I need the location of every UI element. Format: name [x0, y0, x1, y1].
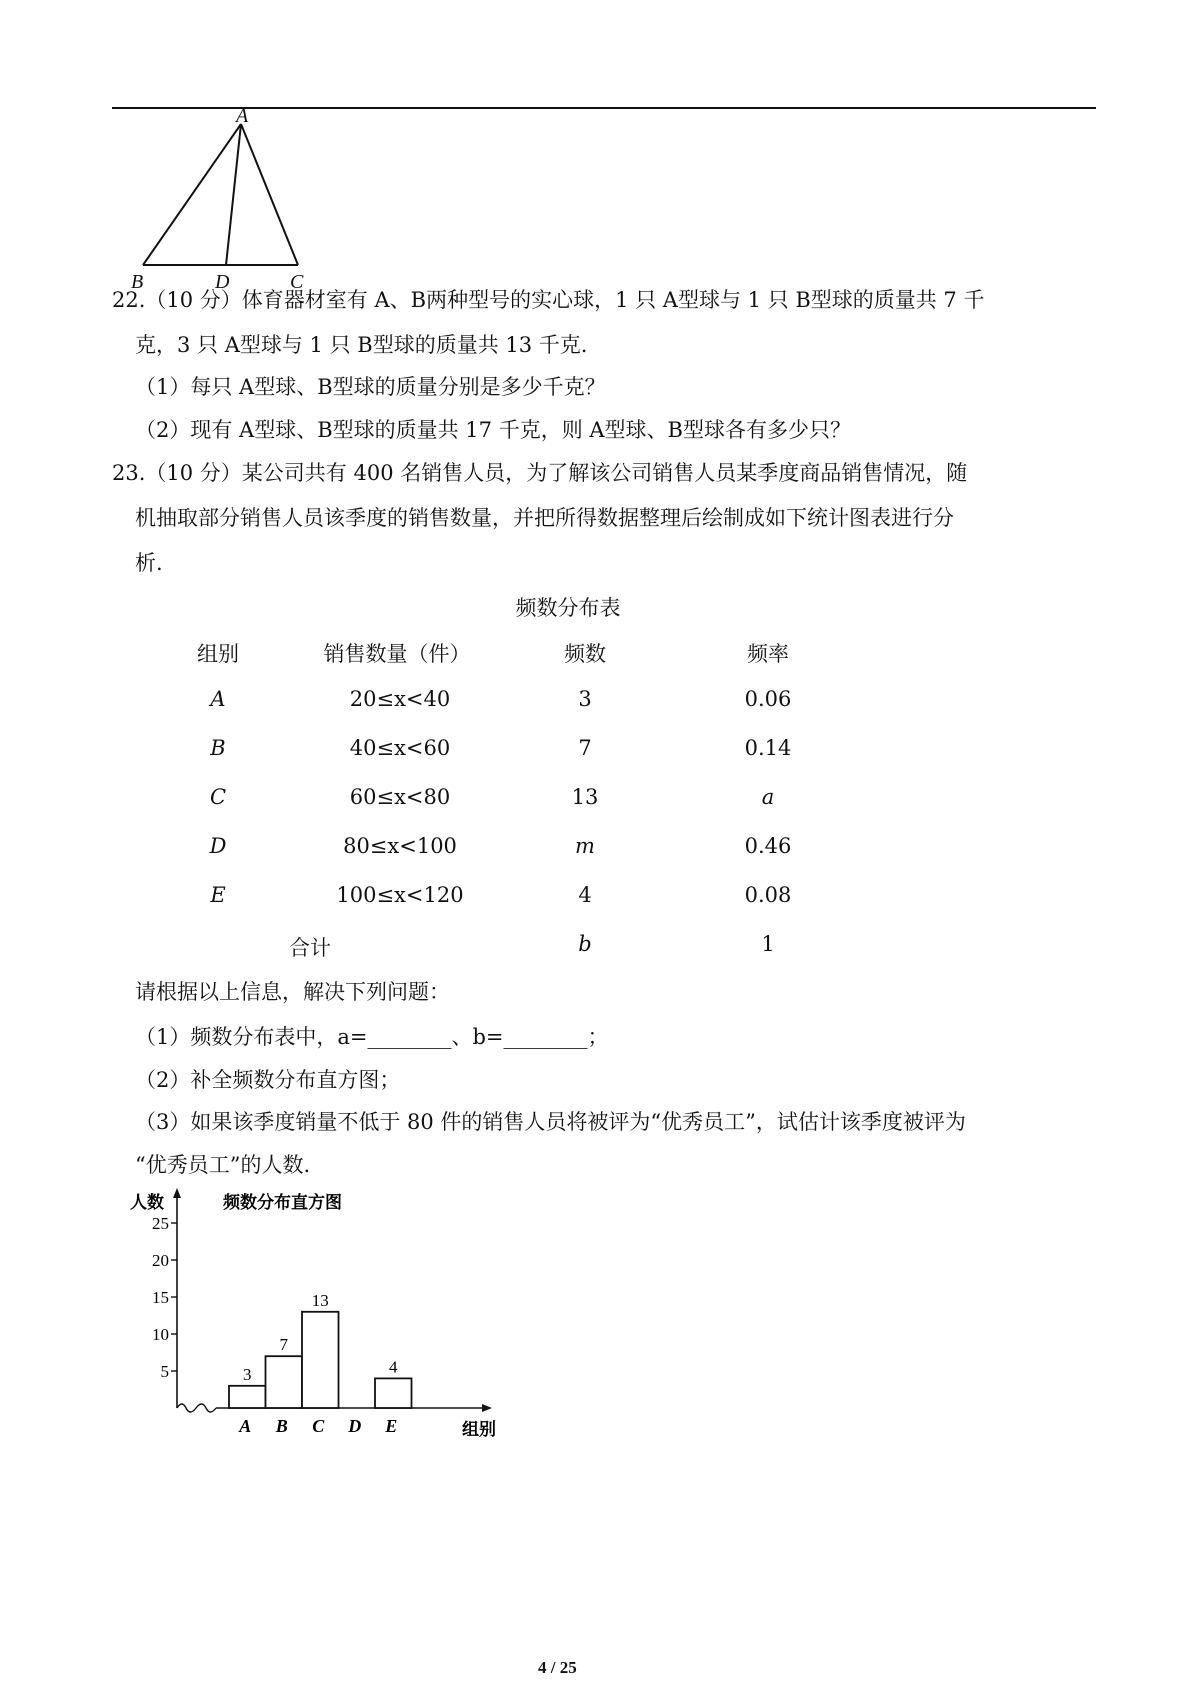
- table-cell-group: B: [210, 736, 226, 760]
- table-cell-range: 60≤x<80: [349, 785, 451, 809]
- q23-prompt: 请根据以上信息，解决下列问题：: [135, 980, 450, 1004]
- header-rule: [112, 107, 1096, 109]
- histogram-y-arrow: [173, 1188, 181, 1198]
- q22-sub1: （1）每只 A型球、B型球的质量分别是多少千克？: [135, 375, 606, 399]
- table-header-frequency: 频数: [564, 642, 606, 666]
- table-cell-rate: 0.46: [744, 834, 792, 858]
- table-cell-frequency: 13: [571, 785, 599, 809]
- table-cell-group: C: [209, 785, 227, 809]
- point-b-label: B: [131, 271, 144, 293]
- histogram-bar: [375, 1378, 412, 1408]
- table-header-rate: 频率: [747, 642, 789, 666]
- q23-sub2: （2）补全频数分布直方图；: [135, 1068, 401, 1092]
- table-total-rate: 1: [761, 932, 775, 956]
- bar-data-label: 7: [279, 1335, 288, 1355]
- table-cell-range: 40≤x<60: [349, 736, 451, 760]
- bar-data-label: 13: [311, 1290, 329, 1310]
- y-tick-label: 20: [152, 1251, 169, 1270]
- table-cell-rate: 0.08: [744, 883, 792, 907]
- table-cell-frequency: 3: [578, 687, 592, 711]
- table-cell-group: D: [209, 834, 227, 858]
- page-number: 4 / 25: [538, 1658, 577, 1677]
- histogram-bar: [229, 1386, 266, 1408]
- x-category-label: A: [239, 1416, 252, 1436]
- x-category-label: E: [385, 1416, 398, 1436]
- histogram-x-arrow: [482, 1404, 492, 1412]
- table-title: 频数分布表: [515, 596, 621, 620]
- table-header-group: 组别: [197, 642, 239, 666]
- bar-data-label: 3: [243, 1364, 252, 1384]
- histogram-y-axis-label: 人数: [130, 1193, 164, 1212]
- table-cell-frequency: 4: [578, 883, 592, 907]
- point-a-label: A: [236, 105, 249, 127]
- table-total-frequency: b: [578, 932, 592, 956]
- y-tick-label: 5: [160, 1362, 169, 1381]
- q22-line2: 克，3 只 A型球与 1 只 B型球的质量共 13 千克.: [135, 333, 588, 357]
- histogram-axis-break: [177, 1404, 216, 1412]
- table-cell-rate: a: [761, 785, 775, 809]
- q23-line1: 23.（10 分）某公司共有 400 名销售人员，为了解该公司销售人员某季度商品销售情况，随: [112, 461, 968, 485]
- table-cell-frequency: m: [575, 834, 595, 858]
- histogram-bar: [266, 1356, 303, 1408]
- bar-data-label: 4: [389, 1357, 398, 1377]
- q22-line1: 22.（10 分）体育器材室有 A、B两种型号的实心球，1 只 A型球与 1 只 B型球的质量共 7 千: [112, 288, 985, 312]
- x-category-label: B: [275, 1416, 288, 1436]
- table-cell-range: 20≤x<40: [349, 687, 451, 711]
- table-header-quantity: 销售数量（件）: [323, 642, 471, 666]
- q23-sub3-line1: （3）如果该季度销量不低于 80 件的销售人员将被评为“优秀员工”，试估计该季度被评为: [135, 1110, 966, 1134]
- table-cell-range: 80≤x<100: [343, 834, 457, 858]
- table-cell-rate: 0.06: [744, 687, 792, 711]
- triangle-figure: [130, 110, 330, 285]
- q22-sub2: （2）现有 A型球、B型球的质量共 17 千克，则 A型球、B型球各有多少只？: [135, 418, 851, 442]
- table-cell-frequency: 7: [578, 736, 592, 760]
- table-cell-rate: 0.14: [744, 736, 792, 760]
- q23-line2: 机抽取部分销售人员该季度的销售数量，并把所得数据整理后绘制成如下统计图表进行分: [135, 506, 954, 530]
- frequency-histogram: [120, 1180, 520, 1450]
- histogram-title: 频数分布直方图: [223, 1193, 342, 1212]
- y-tick-label: 10: [152, 1325, 169, 1344]
- point-d-label: D: [215, 271, 230, 293]
- y-tick-label: 15: [152, 1288, 169, 1307]
- point-c-label: C: [290, 271, 304, 293]
- q23-line3: 析.: [135, 551, 163, 575]
- q23-sub1: （1）频数分布表中，a=________、b=________；: [135, 1025, 609, 1049]
- table-cell-group: A: [210, 687, 226, 711]
- x-category-label: C: [312, 1416, 325, 1436]
- q23-sub3-line2: “优秀员工”的人数.: [135, 1153, 311, 1177]
- x-category-label: D: [348, 1416, 362, 1436]
- table-cell-group: E: [210, 883, 226, 907]
- table-total-label: 合计: [289, 936, 331, 960]
- table-cell-range: 100≤x<120: [336, 883, 464, 907]
- histogram-x-axis-label: 组别: [462, 1420, 496, 1439]
- histogram-bar: [302, 1312, 339, 1408]
- y-tick-label: 25: [152, 1214, 169, 1233]
